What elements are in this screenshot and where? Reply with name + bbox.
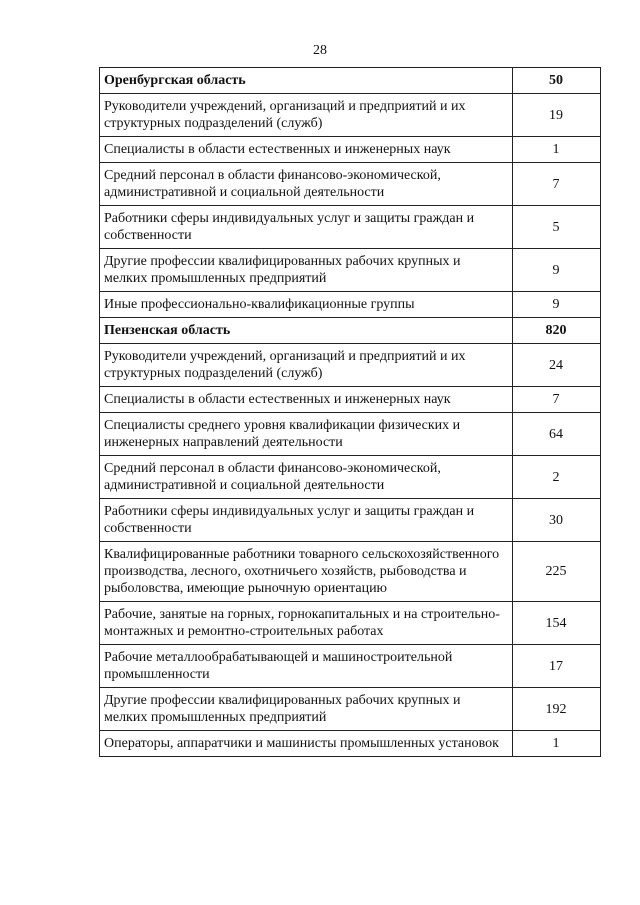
occupation-group-label: Специалисты в области естественных и инженерных наук [100, 387, 513, 413]
table-row [100, 249, 601, 292]
quota-table-body [100, 68, 601, 757]
table-row [100, 292, 601, 318]
table-row [100, 645, 601, 688]
occupation-group-label: Руководители учреждений, организаций и предприятий и их структурных подразделений (служб) [100, 344, 513, 387]
table-row [100, 542, 601, 602]
quota-value: 5 [513, 206, 601, 249]
quota-value: 64 [513, 413, 601, 456]
occupation-group-label: Средний персонал в области финансово-экономической, административной и социальной деятельности [100, 163, 513, 206]
quota-value: 192 [513, 688, 601, 731]
region-name: Оренбургская область [100, 68, 513, 94]
table-row [100, 387, 601, 413]
occupation-group-label: Рабочие металлообрабатывающей и машиностроительной промышленности [100, 645, 513, 688]
region-header-row [100, 68, 601, 94]
occupation-group-label: Другие профессии квалифицированных рабочих крупных и мелких промышленных предприятий [100, 249, 513, 292]
quota-value: 225 [513, 542, 601, 602]
quota-value: 7 [513, 387, 601, 413]
quota-value: 9 [513, 249, 601, 292]
table-row [100, 137, 601, 163]
occupation-group-label: Работники сферы индивидуальных услуг и защиты граждан и собственности [100, 206, 513, 249]
region-total: 50 [513, 68, 601, 94]
occupation-group-label: Другие профессии квалифицированных рабочих крупных и мелких промышленных предприятий [100, 688, 513, 731]
occupation-group-label: Специалисты в области естественных и инженерных наук [100, 137, 513, 163]
quota-value: 19 [513, 94, 601, 137]
region-name: Пензенская область [100, 318, 513, 344]
table-row [100, 456, 601, 499]
occupation-group-label: Операторы, аппаратчики и машинисты промышленных установок [100, 731, 513, 757]
occupation-group-label: Руководители учреждений, организаций и предприятий и их структурных подразделений (служб) [100, 94, 513, 137]
table-row [100, 731, 601, 757]
table-row [100, 688, 601, 731]
quota-value: 2 [513, 456, 601, 499]
quota-value: 17 [513, 645, 601, 688]
table-row [100, 344, 601, 387]
quota-value: 9 [513, 292, 601, 318]
region-header-row [100, 318, 601, 344]
quota-table [99, 67, 601, 757]
occupation-group-label: Иные профессионально-квалификационные группы [100, 292, 513, 318]
page-number: 28 [313, 43, 327, 58]
quota-value: 24 [513, 344, 601, 387]
table-row [100, 602, 601, 645]
region-total: 820 [513, 318, 601, 344]
table-row [100, 94, 601, 137]
occupation-group-label: Квалифицированные работники товарного сельскохозяйственного производства, лесного, охотничьего хозяйств, рыбоводства и рыболовства, имеющие рыночную ориентацию [100, 542, 513, 602]
quota-value: 7 [513, 163, 601, 206]
occupation-group-label: Работники сферы индивидуальных услуг и защиты граждан и собственности [100, 499, 513, 542]
table-row [100, 163, 601, 206]
occupation-group-label: Рабочие, занятые на горных, горнокапитальных и на строительно-монтажных и ремонтно-строительных работах [100, 602, 513, 645]
occupation-group-label: Средний персонал в области финансово-экономической, административной и социальной деятельности [100, 456, 513, 499]
quota-value: 1 [513, 137, 601, 163]
quota-value: 154 [513, 602, 601, 645]
quota-value: 30 [513, 499, 601, 542]
occupation-group-label: Специалисты среднего уровня квалификации физических и инженерных направлений деятельности [100, 413, 513, 456]
quota-value: 1 [513, 731, 601, 757]
table-row [100, 206, 601, 249]
table-row [100, 499, 601, 542]
table-row [100, 413, 601, 456]
